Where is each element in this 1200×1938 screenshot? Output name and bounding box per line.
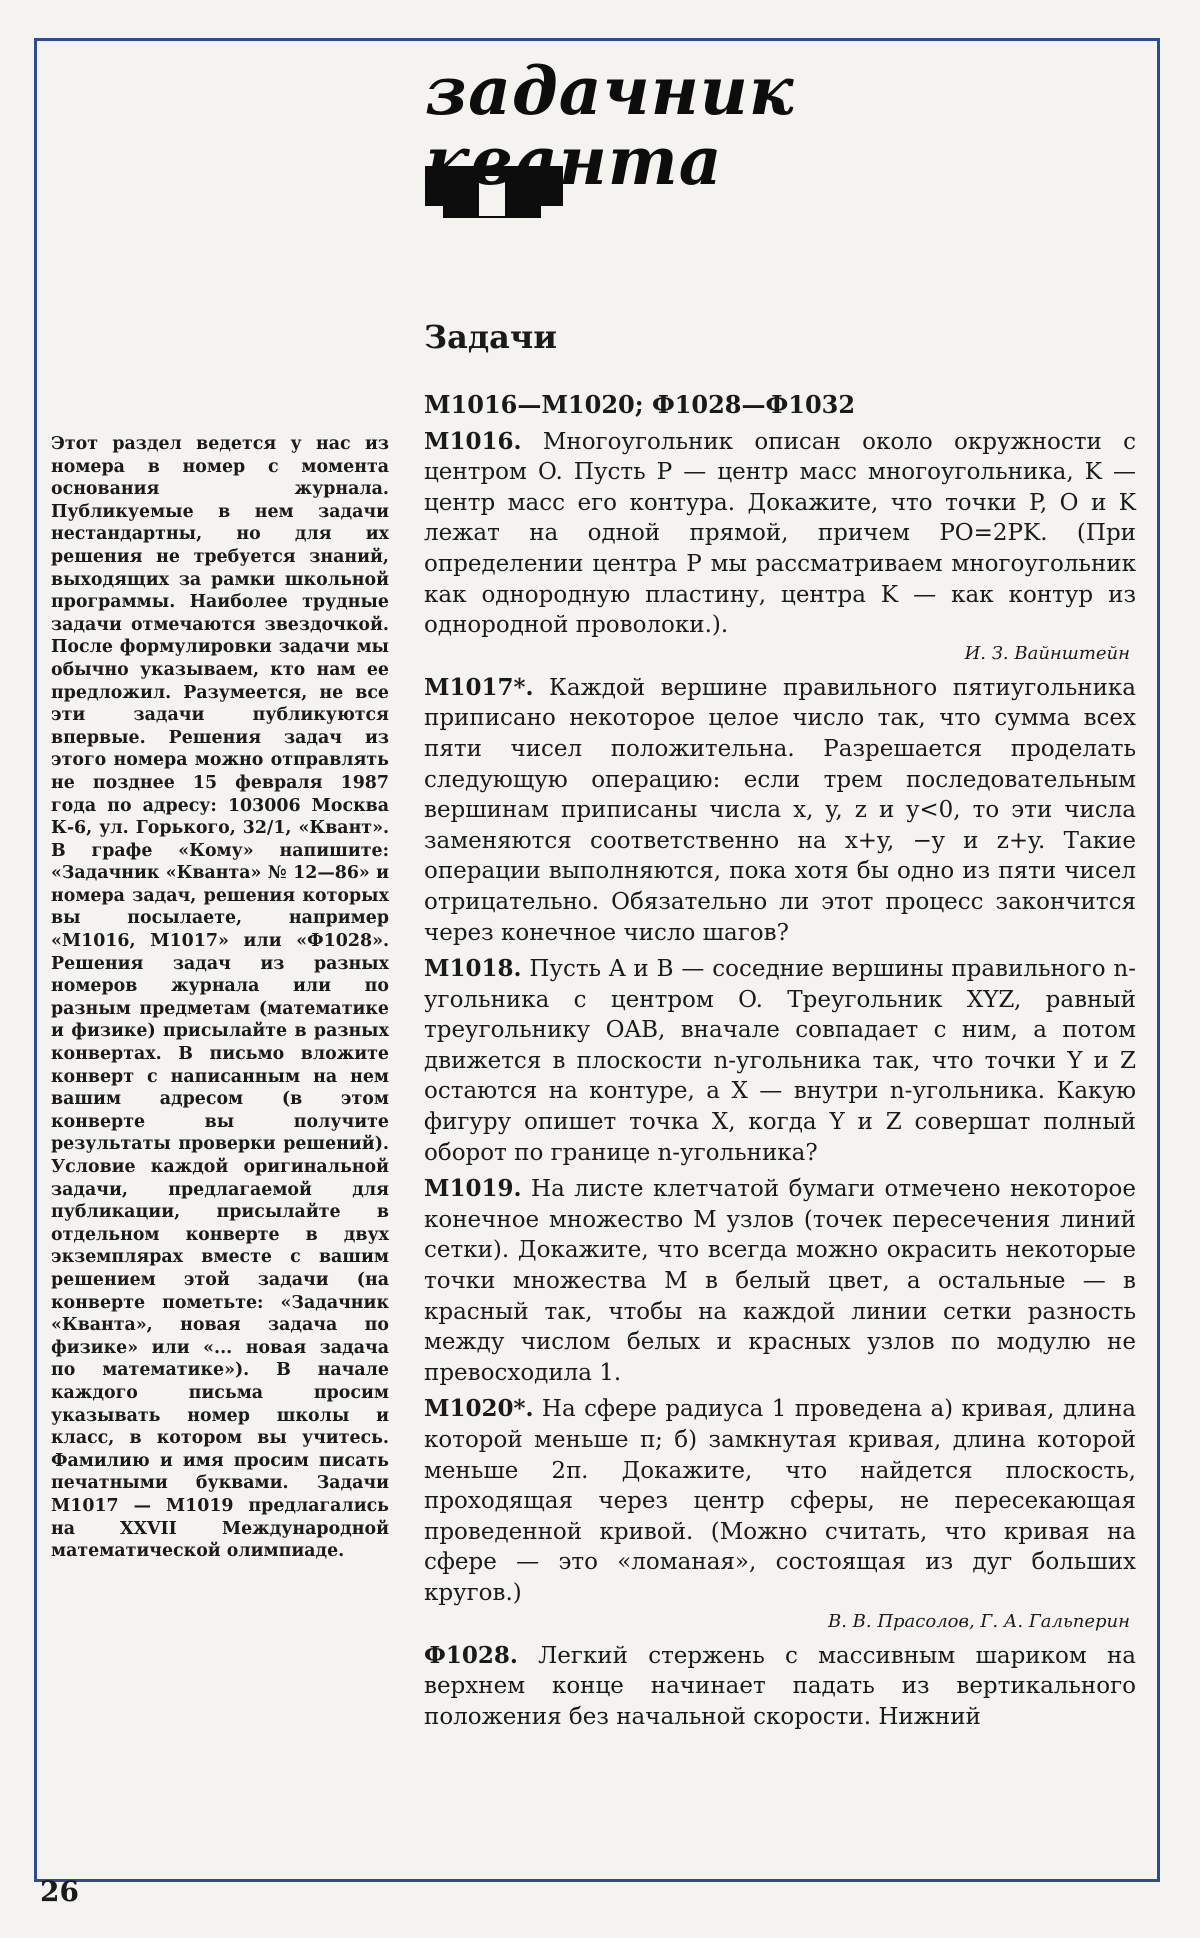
problem-number: М1016. <box>424 427 522 455</box>
page-number: 26 <box>40 1875 79 1908</box>
problem-author: В. В. Прасолов, Г. А. Гальперин <box>828 1610 1130 1632</box>
problem-text: Многоугольник описан около окружности с центром O. Пусть P — центр масс многоугольника, K — центр масс его контура. Докажите, что точки P, O и K лежат на одной прямой, причем PO=2PK. (При определении центра P мы рассматриваем многоугольник как однородную пластину, центра K — как контур из однородной проволоки.). <box>424 428 1136 639</box>
problem-range: М1016—М1020; Ф1028—Ф1032 <box>424 390 856 419</box>
problem-m1020 <box>424 1394 1136 1634</box>
logo-line-2: кванта <box>425 122 723 200</box>
problem-number: М1020*. <box>424 1395 534 1423</box>
problem-text: Каждой вершине правильного пятиугольника приписано некоторое целое число так, что сумма всех пяти чисел положительна. Разрешается проделать следующую операцию: если трем последовательным вершинам приписаны числа x, y, z и y<0, то эти числа заменяются соответственно на x+y, −y и z+y. Такие операции выполняются, пока хотя бы одно из пяти чисел отрицательно. Обязательно ли этот процесс закончится через конечное число шагов? <box>424 674 1136 946</box>
section-title: Задачи <box>424 318 558 356</box>
problem-m1018 <box>424 954 1136 1168</box>
problem-text: На листе клетчатой бумаги отмечено некоторое конечное множество M узлов (точек пересечения линий сетки). Докажите, что всегда можно окрасить некоторые точки множества M в белый цвет, а остальные — в красный так, чтобы на каждой линии сетки разность между числом белых и красных узлов по модулю не превосходила 1. <box>424 1176 1137 1386</box>
logo-line-1: задачник <box>425 52 795 130</box>
problem-text: Легкий стержень с массивным шариком на верхнем конце начинает падать из вертикального положения без начальной скорости. Нижний <box>424 1642 1137 1730</box>
problem-text: На сфере радиуса 1 проведена а) кривая, длина которой меньше π; б) замкнутая кривая, длина которой меньше 2π. Докажите, что найдется плоскость, проходящая через центр сферы, не пересекающая проведенной кривой. (Можно считать, что кривая на сфере — это «ломаная», состоящая из дуг больших кругов.) <box>424 1396 1137 1606</box>
problem-text: Пусть A и B — соседние вершины правильного n-угольника с центром O. Треугольник XYZ, равный треугольнику OAB, вначале совпадает с ним, а потом движется в плоскости n-угольника так, что точки Y и Z остаются на контуре, а X — внутри n-угольника. Какую фигуру опишет точка X, когда Y и Z совершат полный оборот по границе n-угольника? <box>424 956 1136 1166</box>
problem-f1028 <box>424 1641 1136 1733</box>
problem-number: М1018. <box>424 955 522 983</box>
problem-number: Ф1028. <box>424 1641 518 1669</box>
problem-number: М1017*. <box>424 673 534 701</box>
problem-author: И. З. Вайнштейн <box>964 642 1130 664</box>
problem-m1019 <box>424 1174 1136 1388</box>
journal-logo <box>425 52 825 228</box>
problems-column <box>424 390 1136 1732</box>
problem-m1017 <box>424 673 1136 948</box>
problem-m1016 <box>424 427 1136 667</box>
sidebar-intro: Этот раздел ведется у нас из номера в номер с момента основания журнала. Публикуемые в нем задачи нестандартны, но для их решения не требуется знаний, выходящих за рамки школьной программы. Наиболее трудные задачи отмечаются звездочкой. После формулировки задачи мы обычно указываем, кто нам ее предложил. Разумеется, не все эти задачи публикуются впервые. Решения задач из этого номера можно отправлять не позднее 15 февраля 1987 года по адресу: 103006 Москва К-6, ул. Горького, 32/1, «Квант». В графе «Кому» напишите: «Задачник «Кванта» № 12—86» и номера задач, решения которых вы посылаете, например «М1016, М1017» или «Ф1028». Решения задач из разных номеров журнала или по разным предметам (математике и физике) присылайте в разных конвертах. В письмо вложите конверт с написанным на нем вашим адресом (в этом конверте вы получите результаты проверки решений). Условие каждой оригинальной задачи, предлагаемой для публикации, присылайте в отдельном конверте в двух экземплярах вместе с вашим решением этой задачи (на конверте пометьте: «Задачник «Кванта», новая задача по физике» или «... новая задача по математике»). В начале каждого письма просим указывать номер школы и класс, в котором вы учитесь. Фамилию и имя просим писать печатными буквами. Задачи М1017 — М1019 предлагались на XXVII Международной математической олимпиаде. <box>51 434 389 1562</box>
problem-number: М1019. <box>424 1175 522 1203</box>
